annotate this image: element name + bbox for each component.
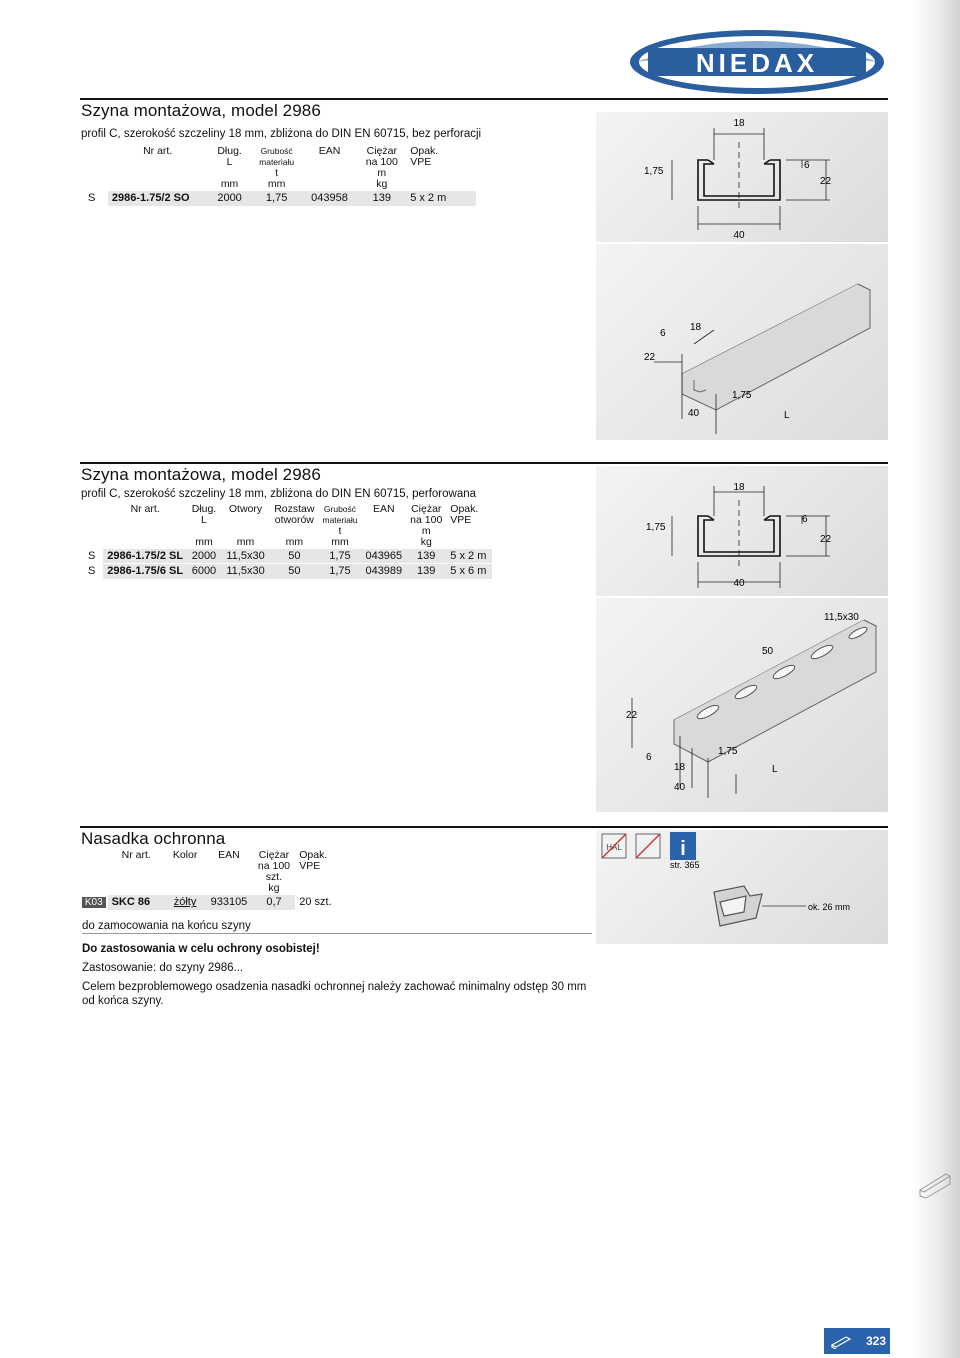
warning-text: Do zastosowania w celu ochrony osobistej! (82, 943, 320, 955)
dim-18: 18 (733, 118, 745, 129)
iso-6: 6 (660, 328, 666, 339)
page-edge-gradient (912, 0, 960, 1358)
section-rule (80, 462, 888, 464)
iso-18: 18 (674, 762, 686, 773)
th-kolor: Kolor (172, 849, 198, 861)
section1-iso-panel (596, 244, 888, 440)
th-grub: Grubość (323, 504, 357, 514)
section3-table: Nr art. Kolor EAN Ciężar na 100 szt. kg Opak. VPE K03 SKC 86 żółty 933105 0,7 20 szt. (80, 850, 342, 910)
niedax-logo (628, 28, 886, 96)
section3-title: Nasadka ochronna (81, 829, 226, 848)
th-otw: Otwory (228, 503, 263, 515)
iso-thickness: 1,75 (718, 746, 738, 757)
section2-table: Nr art. Dług. L mm Otwory mm Rozstaw otworów mm Grubość materiału t mm EAN Ciężar na 100 m kg Opak. VPE S 2986-1.75/2 SL 2000 11,5x30 50 1,75 043965 139 5 x 2 m S 2986-1.75/6 SL 6000 11,5x30 50 1,75 043989 139 5 x 6 m (80, 504, 492, 579)
rail-watermark-icon (916, 1160, 952, 1200)
dim-6: 6 (804, 160, 810, 171)
section1-profile-panel (596, 112, 888, 242)
info-text: Celem bezproblemowego osadzenia nasadki ochronnej należy zachować minimalny odstęp 30 mm od końca szyny. (82, 981, 587, 1007)
th-ean: EAN (373, 503, 395, 515)
rail-icon (830, 1333, 852, 1349)
th-grub: Grubość (260, 146, 293, 156)
section1-subtitle: profil C, szerokość szczeliny 18 mm, zbliżona do DIN EN 60715, bez perforacji (81, 128, 482, 140)
iso-40: 40 (674, 782, 686, 793)
iso-50: 50 (762, 646, 774, 657)
th-nr: Nr art. (130, 503, 160, 515)
dim-22: 22 (820, 176, 832, 187)
section-rule (80, 826, 888, 828)
iso-thickness: 1,75 (732, 390, 752, 401)
iso-22: 22 (644, 352, 656, 363)
table-row: S 2986-1.75/6 SL 6000 11,5x30 50 1,75 043989 139 5 x 6 m (80, 564, 492, 579)
page-number-badge (824, 1328, 890, 1354)
th-opak: Opak. (450, 503, 479, 515)
iso-L: L (772, 764, 778, 775)
th-opak: Opak. (299, 849, 328, 861)
th-rozs: Rozstaw (274, 503, 315, 515)
th-dlug: Dług. (217, 145, 242, 157)
page-ref: str. 365 (670, 860, 700, 870)
section3-product-panel (596, 830, 888, 944)
page-number: 323 (866, 1334, 887, 1348)
table-row: S 2986-1.75/2 SL 2000 11,5x30 50 1,75 043965 139 5 x 2 m (80, 549, 492, 564)
iso-L: L (784, 410, 790, 421)
th-opak: Opak. (410, 145, 439, 157)
th-ciezar: Ciężar (258, 849, 290, 861)
iso-18: 18 (690, 322, 702, 333)
dim-40: 40 (733, 230, 745, 241)
svg-text:i: i (680, 838, 686, 860)
dim-22: 22 (820, 534, 832, 545)
section1-table: Nr art. Dług. L mm Grubość materiału t mm EAN Ciężar na 100 m kg Opak. VPE S 2986-1.75/2 SO 2000 1,75 043958 139 5 x 2 m (80, 146, 476, 206)
hal-label: HAL (606, 843, 622, 852)
th-dlug: Dług. (191, 503, 217, 515)
table-row: S 2986-1.75/2 SO 2000 1,75 043958 139 5 x 2 m (80, 191, 476, 206)
section-rule (80, 98, 888, 100)
iso-22: 22 (626, 710, 638, 721)
th-nr: Nr art. (121, 849, 151, 861)
dim-18: 18 (733, 482, 745, 493)
section1-title: Szyna montażowa, model 2986 (81, 101, 321, 120)
usage-text: Zastosowanie: do szyny 2986... (82, 962, 244, 974)
section2-iso-panel (596, 598, 888, 812)
dim-thickness: 1,75 (644, 166, 664, 177)
dim-40: 40 (733, 578, 745, 589)
th-ciezar: Ciężar (411, 503, 442, 515)
iso-6: 6 (646, 752, 652, 763)
dim-thickness: 1,75 (646, 522, 666, 533)
th-nr: Nr art. (143, 145, 173, 157)
iso-40: 40 (688, 408, 700, 419)
th-ean: EAN (218, 849, 240, 861)
section2-title: Szyna montażowa, model 2986 (81, 465, 321, 484)
section2-subtitle: profil C, szerokość szczeliny 18 mm, zbliżona do DIN EN 60715, perforowana (81, 488, 477, 500)
iso-hole: 11,5x30 (824, 612, 859, 623)
th-ciezar: Ciężar (366, 145, 397, 157)
mounting-note: do zamocowania na końcu szyny (82, 920, 592, 934)
dim-note: ok. 26 mm (808, 902, 851, 912)
logo-text: NIEDAX (695, 48, 819, 78)
th-ean: EAN (318, 145, 341, 157)
dim-6: 6 (802, 514, 808, 525)
code-badge: K03 (82, 897, 106, 908)
table-row: K03 SKC 86 żółty 933105 0,7 20 szt. (80, 895, 342, 910)
section2-profile-panel (596, 466, 888, 596)
